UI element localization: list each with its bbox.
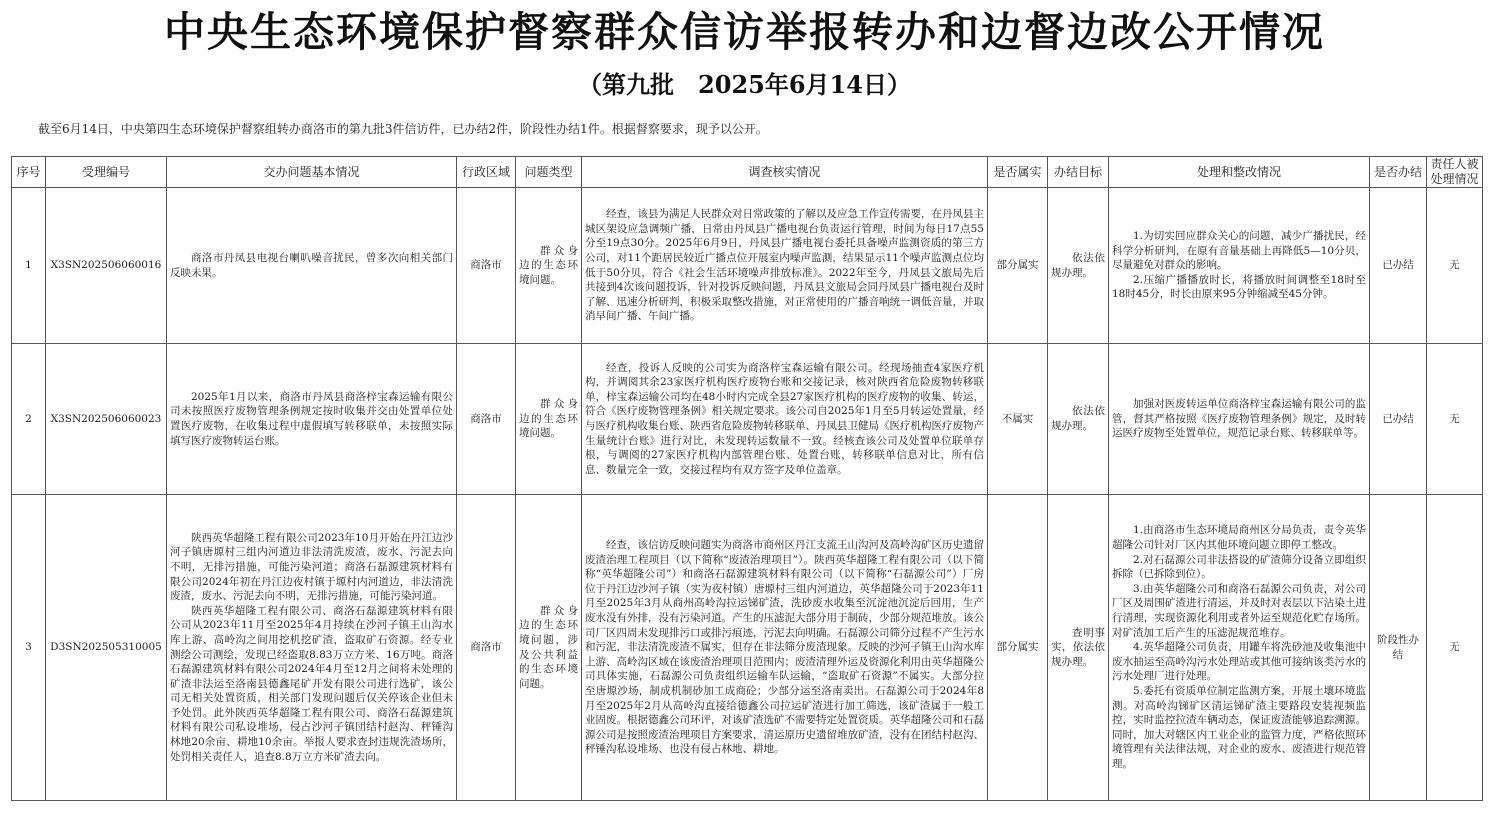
cell-accountability: 无 bbox=[1427, 495, 1483, 801]
type-text: 群众身边的生态环境问题。 bbox=[519, 244, 578, 286]
cell-accountability: 无 bbox=[1427, 188, 1483, 344]
cell-closed: 阶段性办结 bbox=[1370, 495, 1427, 801]
header-issue: 交办问题基本情况 bbox=[167, 157, 457, 188]
cell-rectification bbox=[1109, 188, 1370, 344]
header-verified: 是否属实 bbox=[988, 157, 1048, 188]
cell-id: X3SN202506060016 bbox=[46, 188, 167, 344]
cell-type bbox=[516, 188, 582, 344]
type-text: 群众身边的生态环境问题。 bbox=[519, 398, 578, 440]
target-text: 依法依规办理。 bbox=[1051, 405, 1105, 432]
header-target: 办结目标 bbox=[1048, 157, 1109, 188]
rectification-item: 1.由商洛市生态环境局商州区分局负责，责令英华超隆公司针对厂区内其他环境问题立即停工整改。 bbox=[1112, 524, 1366, 552]
rectification-item: 加强对医废转运单位商洛梓宝森运输有限公司的监管，督其严格按照《医疗废物管理条例》规定，及时转运医疗废物至处置单位，规范记录台账、转移联单等。 bbox=[1112, 398, 1366, 440]
rectification-item: 1.为切实回应群众关心的问题，减少广播扰民，经科学分析研判，在原有音量基础上再降低5—10分贝，尽量避免对群众的影响。 bbox=[1112, 230, 1366, 272]
header-no: 序号 bbox=[12, 157, 46, 188]
cell-issue bbox=[167, 188, 457, 344]
cell-investigation bbox=[582, 188, 988, 344]
cell-no: 1 bbox=[12, 188, 46, 344]
cell-issue bbox=[167, 495, 457, 801]
cell-accountability: 无 bbox=[1427, 344, 1483, 495]
investigation-paragraph: 经查，投诉人反映的公司实为商洛梓宝森运输有限公司。经现场抽查4家医疗机构，并调阅其余23家医疗机构医疗废物台账和交接记录，核对陕西省危险废物转移联单，梓宝森运输公司均在48小时内完成全县27家医疗机构的医疗废物的收集、转运，符合《医疗废物管理条例》相关规定要求。该公司自2025年1月至5月转运处置量，经与医疗机构收集台账、陕西省危险废物转移联单、丹凤县卫健局《医疗机构医疗废物产生量统计台账》进行对比，未发现转运数量不一致。经核查该公司及处置单位联单存根，与调阅的27家医疗机构内部管理台账、处置台账，转移联单信息对比，所有信息、数量完全一致，交接过程均有双方签字及单位盖章。 bbox=[585, 361, 984, 476]
cell-verified: 部分属实 bbox=[988, 495, 1048, 801]
investigation-paragraph: 经查，该信访反映问题实为商洛市商州区丹江支流王山沟河及高岭沟矿区历史遗留废渣治理工程项目（以下简称“废渣治理项目”）。陕西英华超隆工程有限公司（以下简称“英华超隆公司”）和商洛石磊源建筑材料有限公司（以下简称“石磊源公司”）厂房位于丹江边沙河子镇（实为夜村镇）唐塬村三组内河道边，英华超隆公司于2023年11月至2025年3月从商州高岭沟拉运锑矿渣，洗砂废水收集至沉淀池沉淀后回用，生产废水没有外排，没有污染河道。产生的压滤泥大部分用于制砖，少部分规范堆放。该公司厂区四周未发现排污口或排污痕迹，污泥去向明确。石磊源公司筛分过程不产生污水和污泥，非法清洗废渣不属实，但存在非法筛分废渣现象。反映的沙河子镇王山沟水库上游、高岭沟区域在该废渣治理项目范围内；废渣清理外运及资源化利用由英华超隆公司具体实施，石磊源公司负责组织运输车队运输，“盗取矿石资源”不属实。大部分拉至唐塬沙场，制成机制砂加工成商砼；少部分运至洛南卖出。石磊源公司于2024年8月至2025年2月从高岭沟直接给德鑫公司拉运矿渣进行加工筛选，该矿渣属于一般工业固废。根据德鑫公司环评，对该矿渣选矿不需要特定处置资质。英华超隆公司和石磊源公司是按照废渣治理项目方案要求，清运原历史遗留堆放矿渣，没有在团结村赵沟、秤锤沟私设堆场、也没有侵占林地、耕地。 bbox=[585, 539, 984, 756]
document-title: 中央生态环境保护督察群众信访举报转办和边督边改公开情况 bbox=[164, 8, 1325, 56]
cell-id: X3SN202506060023 bbox=[46, 344, 167, 495]
cell-issue bbox=[167, 344, 457, 495]
rectification-item: 2.对石磊源公司非法搭设的矿渣筛分设备立即组织拆除（已拆除到位）。 bbox=[1112, 553, 1366, 581]
rectification-item: 5.委托有资质单位制定监测方案，开展土壤环境监测。对高岭沟锑矿区清运锑矿渣主要路段安装视频监控，实时监控拉渣车辆动态，保证废渣能够追踪溯源。同时，加大对辖区内工业企业的监管力度，严格依照环境管理有关法律法规，对企业的废水、废渣进行规范管理。 bbox=[1112, 684, 1366, 770]
cell-region: 商洛市 bbox=[457, 495, 516, 801]
issue-paragraph: 陕西英华超隆工程有限公司2023年10月开始在丹江边沙河子镇唐塬村三组内河道边非法清洗废渣，废水、污泥去向不明，无排污措施，可能污染河道；商洛石磊源建筑材料有限公司2024年初在丹江边夜村镇于塬村内河道边，非法清洗废渣，废水、污泥去向不明，无排污措施，可能污染河道。 bbox=[170, 531, 453, 603]
issue-paragraph: 商洛市丹凤县电视台喇叭噪音扰民，曾多次向相关部门反映未果。 bbox=[170, 251, 453, 279]
cell-verified: 不属实 bbox=[988, 344, 1048, 495]
cell-target bbox=[1048, 188, 1109, 344]
document-subtitle: （第九批 2025年6月14日） bbox=[578, 70, 911, 99]
cell-investigation bbox=[582, 495, 988, 801]
cell-closed: 已办结 bbox=[1370, 188, 1427, 344]
issue-paragraph: 2025年1月以来，商洛市丹凤县商洛梓宝森运输有限公司未按照医疗废物管理条例规定按时收集并交由处置单位处置医疗废物，在收集过程中虚假填写转移联单，未按照实际填写医疗废物转运台账。 bbox=[170, 390, 453, 447]
petition-table bbox=[11, 156, 1483, 801]
header-id: 受理编号 bbox=[46, 157, 167, 188]
cell-rectification bbox=[1109, 344, 1370, 495]
target-text: 查明事实，依法依规办理。 bbox=[1051, 626, 1105, 668]
cell-no: 3 bbox=[12, 495, 46, 801]
table-row bbox=[12, 344, 1483, 495]
investigation-paragraph: 经查，该县为满足人民群众对日常政策的了解以及应急工作宣传需要，在丹凤县主城区架设应急调频广播，日常由丹凤县广播电视台负责运行管理，时间为每日17点55分至19点30分。2025年6月9日，丹凤县广播电视台委托具备噪声监测资质的第三方公司，对11个距居民较近广播点位开展室内噪声监测，结果显示11个噪声监测点位均低于50分贝，符合《社会生活环境噪声排放标准》。2022年至今，丹凤县文旅局先后共接到4次该问题投诉，针对投诉反映问题，丹凤县文旅局会同丹凤县广播电视台及时了解、迅速分析研判，积极采取整改措施，对正常使用的广播音响统一调低音量，并取消早间广播、午间广播。 bbox=[585, 208, 984, 323]
cell-investigation bbox=[582, 344, 988, 495]
rectification-item: 2.压缩广播播放时长，将播放时间调整至18时至18时45分，时长由原来95分钟缩减至45分钟。 bbox=[1112, 273, 1366, 301]
rectification-item: 3.由英华超隆公司和商洛石磊源公司负责，对公司厂区及周围矿渣进行清运，并及时对表层以下沾染土进行清理，实现资源化利用或者外运至规范化贮存场所。对矿渣加工后产生的压滤泥规范堆存。 bbox=[1112, 582, 1366, 639]
rectification-item: 4.英华超隆公司负责，用罐车将洗砂池及收集池中废水抽运至高岭沟污水处理站或其他可接纳该类污水的污水处理厂进行处理。 bbox=[1112, 641, 1366, 683]
table-row bbox=[12, 495, 1483, 801]
target-text: 依法依规办理。 bbox=[1051, 251, 1105, 279]
type-text: 群众身边的生态环境问题，涉及公共利益的生态环境问题。 bbox=[519, 604, 578, 690]
table-header-row bbox=[12, 157, 1483, 188]
cell-region: 商洛市 bbox=[457, 188, 516, 344]
header-region: 行政区域 bbox=[457, 157, 516, 188]
cell-target bbox=[1048, 344, 1109, 495]
issue-paragraph: 陕西英华超隆工程有限公司、商洛石磊源建筑材料有限公司从2023年11月至2025年4月持续在沙河子镇王山沟水库上游、高岭沟之间用挖机挖矿渣，盗取矿石资源。经专业测绘公司测绘，发现已经盗取8.83万立方米、16万吨。商洛石磊源建筑材料有限公司2024年4月至12月之间将未处理的矿渣非法运至洛南县德鑫尾矿开发有限公司进行选矿，该公司无相关处置资质，相关部门发现问题后仅关停该企业但未予处罚。此外陕西英华超隆工程有限公司、商洛石磊源建筑材料有限公司私设堆场，侵占沙河子镇団结村赵沟、秤锤沟林地20余亩、耕地10余亩。举报人要求查封违规洗渣场所，处罚相关责任人，追查8.8万立方米矿渣去向。 bbox=[170, 604, 453, 763]
table-row bbox=[12, 188, 1483, 344]
cell-rectification bbox=[1109, 495, 1370, 801]
header-rectification: 处理和整改情况 bbox=[1109, 157, 1370, 188]
header-investigation: 调查核实情况 bbox=[582, 157, 988, 188]
intro-paragraph: 截至6月14日，中央第四生态环境保护督察组转办商洛市的第九批3件信访件，已办结2件，阶段性办结1件。根据督察要求，现予以公开。 bbox=[38, 122, 768, 136]
cell-target bbox=[1048, 495, 1109, 801]
cell-no: 2 bbox=[12, 344, 46, 495]
cell-region: 商洛市 bbox=[457, 344, 516, 495]
cell-type bbox=[516, 344, 582, 495]
header-closed: 是否办结 bbox=[1370, 157, 1427, 188]
cell-verified: 部分属实 bbox=[988, 188, 1048, 344]
cell-type bbox=[516, 495, 582, 801]
cell-closed: 已办结 bbox=[1370, 344, 1427, 495]
header-type: 问题类型 bbox=[516, 157, 582, 188]
cell-id: D3SN202505310005 bbox=[46, 495, 167, 801]
header-accountability: 责任人被处理情况 bbox=[1427, 157, 1483, 188]
